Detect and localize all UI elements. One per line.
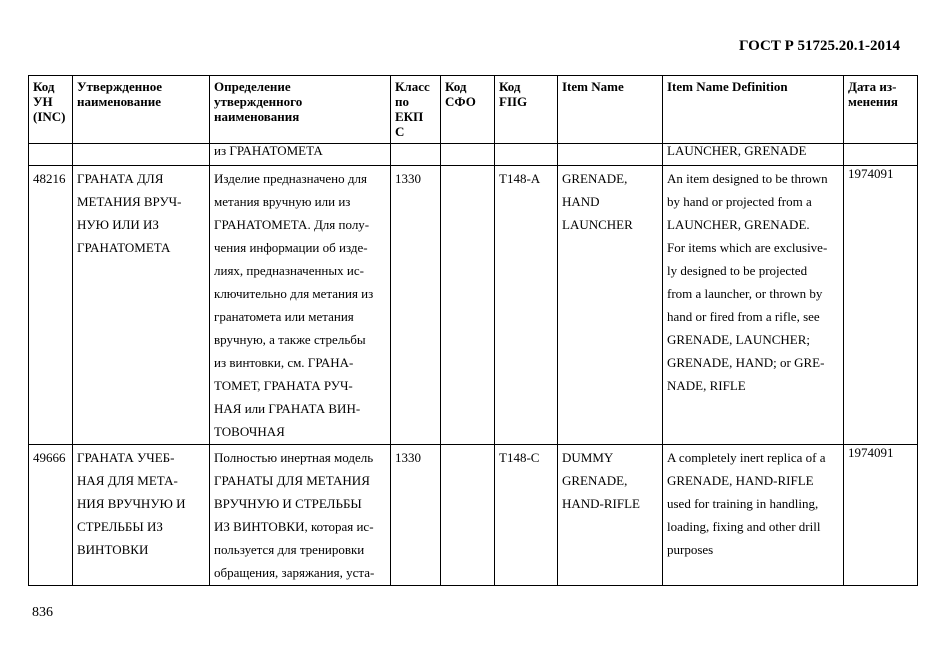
cell-sfo [441,166,495,445]
column-header-line: наименования [214,109,300,124]
cell-date: 1974091 [844,445,918,586]
cell-item-name-definition-line: loading, fixing and other drill [667,519,821,534]
cell-definition-line: Полностью инертная модель [214,450,374,465]
cell-name-line: ГРАНАТОМЕТА [77,240,171,255]
cell-item-name-definition [663,445,844,586]
cell-definition-line: чения информации об изде- [214,240,368,255]
cell-fiig: T148-C [495,445,558,586]
cell-definition-line: Изделие предназначено для [214,171,367,186]
table-row [29,445,918,586]
cell-class: 1330 [391,445,441,586]
cell-name-line: НАЯ ДЛЯ МЕТА- [77,473,178,488]
column-header [29,76,73,144]
cell-sfo [441,144,495,166]
cell-name [73,445,210,586]
column-header [663,76,844,144]
cell-definition-line: НАЯ или ГРАНАТА ВИН- [214,401,361,416]
column-header-line: Определение [214,79,291,94]
cell-item-name-definition [663,166,844,445]
cell-fiig [495,144,558,166]
cell-item-name-definition-line: from a launcher, or thrown by [667,286,823,301]
cell-item-name-definition-line: hand or fired from a rifle, see [667,309,820,324]
column-header [73,76,210,144]
column-header-line: ЕКП [395,109,424,124]
column-header [558,76,663,144]
cell-item-name-definition-line: by hand or projected from a [667,194,812,209]
cell-definition-line: ИЗ ВИНТОВКИ, которая ис- [214,519,374,534]
cell-item-name-definition-line: An item designed to be thrown [667,171,828,186]
cell-item-name-definition-line: NADE, RIFLE [667,378,746,393]
cell-item-name-line: GRENADE, [562,171,628,186]
cell-definition-line: гранатомета или метания [214,309,354,324]
continuation-row [29,144,918,166]
table-row [29,166,918,445]
column-header-line: Код [445,79,467,94]
cell-name-line: ВИНТОВКИ [77,542,149,557]
column-header-line: наименование [77,94,162,109]
cell-definition-line: лиях, предназначенных ис- [214,263,364,278]
cell-item-name-line: HAND-RIFLE [562,496,640,511]
cell-item-name [558,144,663,166]
cell-class: 1330 [391,166,441,445]
cell-item-name-line: DUMMY [562,450,614,465]
column-header-line: по [395,94,409,109]
cell-name [73,166,210,445]
column-header-line: Item Name Definition [667,79,788,94]
cell-date [844,144,918,166]
column-header [210,76,391,144]
column-header [495,76,558,144]
cell-sfo [441,445,495,586]
cell-definition-line: ключительно для метания из [214,286,374,301]
cell-definition-line: ГРАНАТЫ ДЛЯ МЕТАНИЯ [214,473,370,488]
cell-definition [210,445,391,586]
cell-name-line: ГРАНАТА УЧЕБ- [77,450,175,465]
cell-definition: из ГРАНАТОМЕТА [210,144,391,166]
column-header-line: Утвержденное [77,79,162,94]
column-header-line: СФО [445,94,476,109]
cell-name-line: НИЯ ВРУЧНУЮ И [77,496,186,511]
cell-definition-line: ГРАНАТОМЕТА. Для полу- [214,217,370,232]
column-header [441,76,495,144]
cell-inc: 49666 [29,445,73,586]
item-names-table [28,75,918,586]
cell-item-name [558,166,663,445]
cell-definition [210,166,391,445]
cell-fiig: T148-A [495,166,558,445]
cell-item-name-definition-line: GRENADE, HAND; or GRE- [667,355,825,370]
column-header-line: утвержденного [214,94,303,109]
cell-item-name-definition-line: A completely inert replica of a [667,450,826,465]
column-header-line: Класс [395,79,430,94]
cell-item-name-line: GRENADE, [562,473,628,488]
cell-item-name-definition-line: LAUNCHER, GRENADE. [667,217,810,232]
cell-definition-line: пользуется для тренировки [214,542,365,557]
cell-item-name-line: LAUNCHER [562,217,633,232]
column-header-line: (INC) [33,109,66,124]
cell-name-line: МЕТАНИЯ ВРУЧ- [77,194,182,209]
cell-date: 1974091 [844,166,918,445]
cell-class [391,144,441,166]
cell-definition-line: ТОМЕТ, ГРАНАТА РУЧ- [214,378,353,393]
column-header-line: Item Name [562,79,624,94]
column-header-line: Код [33,79,55,94]
table-header-row [29,76,918,144]
page-number: 836 [32,605,53,620]
cell-definition-line: обращения, заряжания, уста- [214,565,375,580]
cell-inc: 48216 [29,166,73,445]
column-header-line: УН [33,94,53,109]
cell-inc [29,144,73,166]
cell-name-line: ГРАНАТА ДЛЯ [77,171,164,186]
cell-name-line: СТРЕЛЬБЫ ИЗ [77,519,163,534]
cell-item-name-definition-line: GRENADE, HAND-RIFLE [667,473,814,488]
document-title: ГОСТ Р 51725.20.1-2014 [738,38,900,54]
cell-definition-line: ТОВОЧНАЯ [214,424,285,439]
column-header-line: FIIG [499,94,528,109]
cell-item-name-definition-line: For items which are exclusive- [667,240,828,255]
cell-item-name-definition-line: ly designed to be projected [667,263,808,278]
cell-name-line: НУЮ ИЛИ ИЗ [77,217,159,232]
cell-definition-line: ВРУЧНУЮ И СТРЕЛЬБЫ [214,496,362,511]
column-header [391,76,441,144]
cell-name [73,144,210,166]
cell-definition-line: метания вручную или из [214,194,351,209]
cell-definition-line: из винтовки, см. ГРАНА- [214,355,354,370]
cell-definition-line: вручную, а также стрельбы [214,332,366,347]
cell-item-name-line: HAND [562,194,600,209]
column-header [844,76,918,144]
cell-item-name-definition-line: used for training in handling, [667,496,819,511]
column-header-line: С [395,124,405,139]
cell-item-name-definition: LAUNCHER, GRENADE [663,144,844,166]
cell-item-name-definition-line: GRENADE, LAUNCHER; [667,332,810,347]
cell-item-name-definition-line: purposes [667,542,714,557]
cell-item-name [558,445,663,586]
column-header-line: менения [848,94,898,109]
column-header-line: Код [499,79,521,94]
column-header-line: Дата из- [848,79,897,94]
